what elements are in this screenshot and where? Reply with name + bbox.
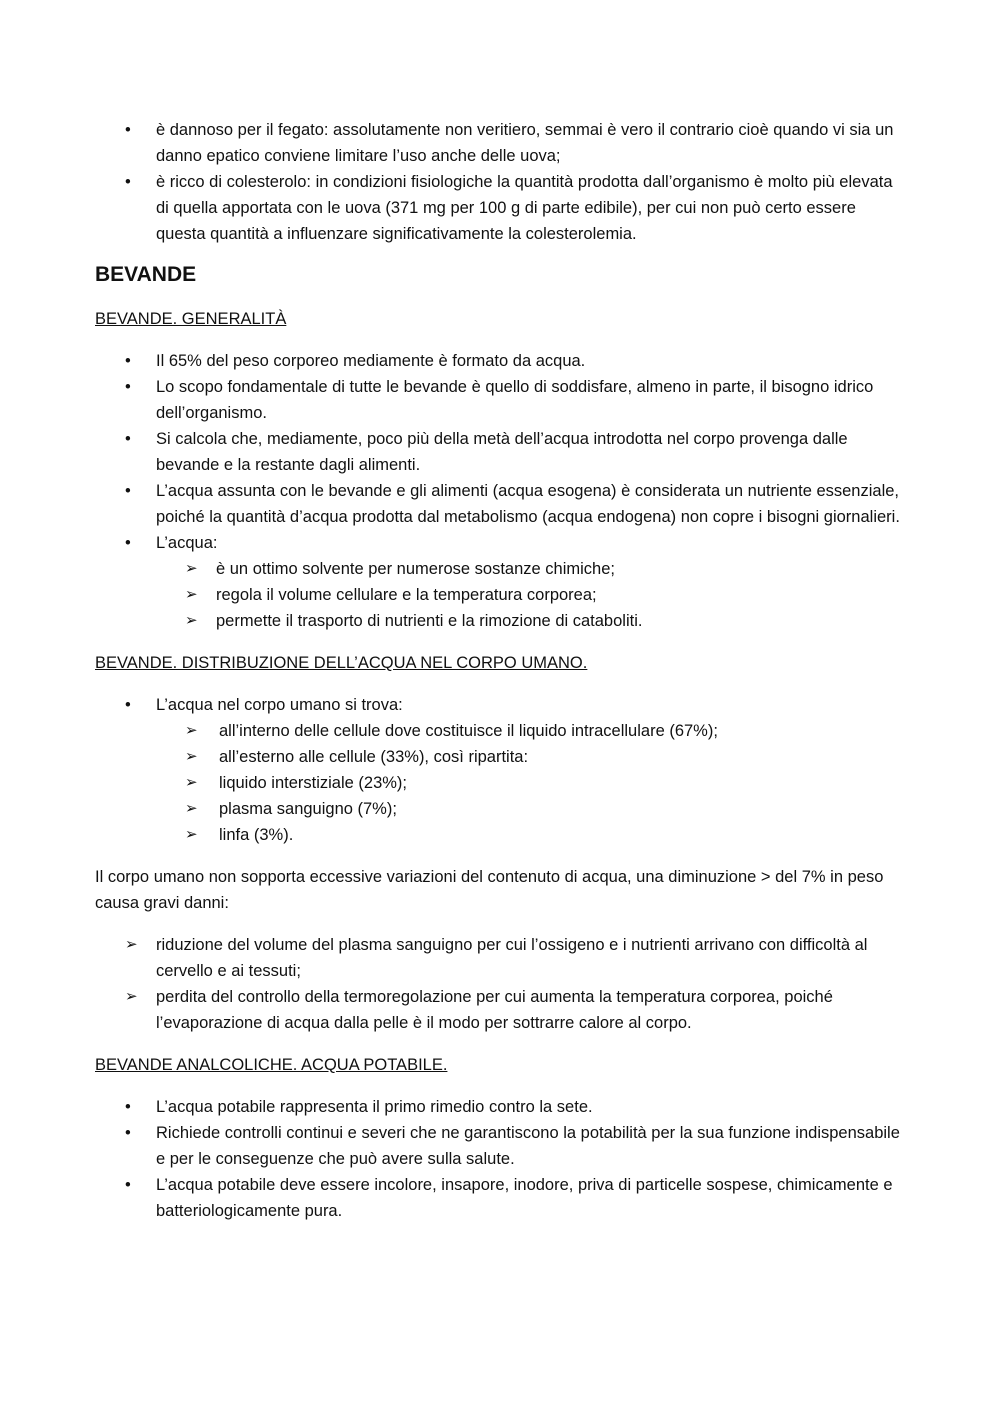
list-item: • è ricco di colesterolo: in condizioni fisiologiche la quantità prodotta dall’organismo è molto più elevata di quella apportata con le uova (371 mg per 100 g di parte edibile), per cui non può certo essere questa quantità a influenzare significativamente la colesterolemia. — [95, 169, 905, 247]
list-item: • Il 65% del peso corporeo mediamente è formato da acqua. — [95, 348, 905, 374]
distribuzione-sub-list — [156, 718, 905, 848]
bullet-icon: • — [125, 534, 131, 552]
bullet-icon: • — [125, 482, 131, 500]
danni-list — [95, 932, 905, 1036]
list-item: ➢ riduzione del volume del plasma sanguigno per cui l’ossigeno e i nutrienti arrivano con difficoltà al cervello e ai tessuti; — [95, 932, 905, 984]
arrow-bullet-icon: ➢ — [185, 774, 198, 791]
list-item: • L’acqua: ➢ è un ottimo solvente per numerose sostanze chimiche; ➢ regola il volume cellulare e la temperatura corporea; ➢ permette il trasporto di nutrienti e la rimozione di cataboliti. — [95, 530, 905, 634]
list-item: • L’acqua potabile deve essere incolore, insapore, inodore, priva di particelle sospese, chimicamente e batteriologicamente pura. — [95, 1172, 905, 1224]
sub-list-item: ➢ all’esterno alle cellule (33%), così ripartita: — [95, 744, 905, 770]
sub-list-item: ➢ all’interno delle cellule dove costituisce il liquido intracellulare (67%); — [95, 718, 905, 744]
bullet-icon: • — [125, 1098, 131, 1116]
sub-list-item: ➢ regola il volume cellulare e la temperatura corporea; — [95, 582, 905, 608]
bullet-icon: • — [125, 1176, 131, 1194]
arrow-bullet-icon: ➢ — [125, 988, 138, 1005]
list-item: ➢ perdita del controllo della termoregolazione per cui aumenta la temperatura corporea, poiché l’evaporazione di acqua dalla pelle è il modo per sottrarre calore al corpo. — [95, 984, 905, 1036]
body-paragraph: Il corpo umano non sopporta eccessive variazioni del contenuto di acqua, una diminuzione > del 7% in peso causa gravi danni: — [95, 868, 884, 912]
bullet-icon: • — [125, 1124, 131, 1142]
list-item: • è dannoso per il fegato: assolutamente non veritiero, semmai è vero il contrario cioè quando vi sia un danno epatico conviene limitare l’uso anche delle uova; — [95, 117, 905, 169]
list-item: • Lo scopo fondamentale di tutte le bevande è quello di soddisfare, almeno in parte, il bisogno idrico dell’organismo. — [95, 374, 905, 426]
arrow-bullet-icon: ➢ — [185, 826, 198, 843]
bullet-icon: • — [125, 378, 131, 396]
section-title-generalita: BEVANDE. GENERALITÀ — [95, 310, 287, 328]
sub-list-item: ➢ plasma sanguigno (7%); — [95, 796, 905, 822]
sub-list-item: ➢ liquido interstiziale (23%); — [95, 770, 905, 796]
document-page — [95, 117, 905, 1224]
distribuzione-list — [95, 692, 905, 848]
intro-list — [95, 117, 905, 247]
list-item: • L’acqua potabile rappresenta il primo rimedio contro la sete. — [95, 1094, 905, 1120]
acqua-sub-list — [156, 556, 905, 634]
generalita-list — [95, 348, 905, 634]
list-item: • Si calcola che, mediamente, poco più della metà dell’acqua introdotta nel corpo provenga dalle bevande e la restante dagli alimenti. — [95, 426, 905, 478]
sub-list-item: ➢ è un ottimo solvente per numerose sostanze chimiche; — [95, 556, 905, 582]
list-item: • Richiede controlli continui e severi che ne garantiscono la potabilità per la sua funzione indispensabile e per le conseguenze che può avere sulla salute. — [95, 1120, 905, 1172]
arrow-bullet-icon: ➢ — [185, 612, 198, 629]
acqua-potabile-list — [95, 1094, 905, 1224]
bullet-icon: • — [125, 696, 131, 714]
arrow-bullet-icon: ➢ — [125, 936, 138, 953]
bullet-icon: • — [125, 173, 131, 191]
main-heading: BEVANDE — [95, 263, 197, 286]
bullet-icon: • — [125, 352, 131, 370]
arrow-bullet-icon: ➢ — [185, 586, 198, 603]
sub-list-item: ➢ linfa (3%). — [95, 822, 905, 848]
bullet-icon: • — [125, 430, 131, 448]
list-item: • L’acqua assunta con le bevande e gli alimenti (acqua esogena) è considerata un nutriente essenziale, poiché la quantità d’acqua prodotta dal metabolismo (acqua endogena) non copre i bisogni giornalieri. — [95, 478, 905, 530]
arrow-bullet-icon: ➢ — [185, 800, 198, 817]
sub-list-item: ➢ permette il trasporto di nutrienti e la rimozione di cataboliti. — [95, 608, 905, 634]
arrow-bullet-icon: ➢ — [185, 748, 198, 765]
section-title-acqua-potabile: BEVANDE ANALCOLICHE. ACQUA POTABILE. — [95, 1056, 448, 1074]
list-item: • L’acqua nel corpo umano si trova: ➢ all’interno delle cellule dove costituisce il liquido intracellulare (67%); ➢ all’esterno alle cellule (33%), così ripartita: ➢ liquido interstiziale (23%); ➢ plasma sanguigno (7%); ➢ linfa (3%). — [95, 692, 905, 848]
bullet-icon: • — [125, 121, 131, 139]
arrow-bullet-icon: ➢ — [185, 722, 198, 739]
arrow-bullet-icon: ➢ — [185, 560, 198, 577]
section-title-distribuzione: BEVANDE. DISTRIBUZIONE DELL’ACQUA NEL CORPO UMANO. — [95, 654, 588, 672]
